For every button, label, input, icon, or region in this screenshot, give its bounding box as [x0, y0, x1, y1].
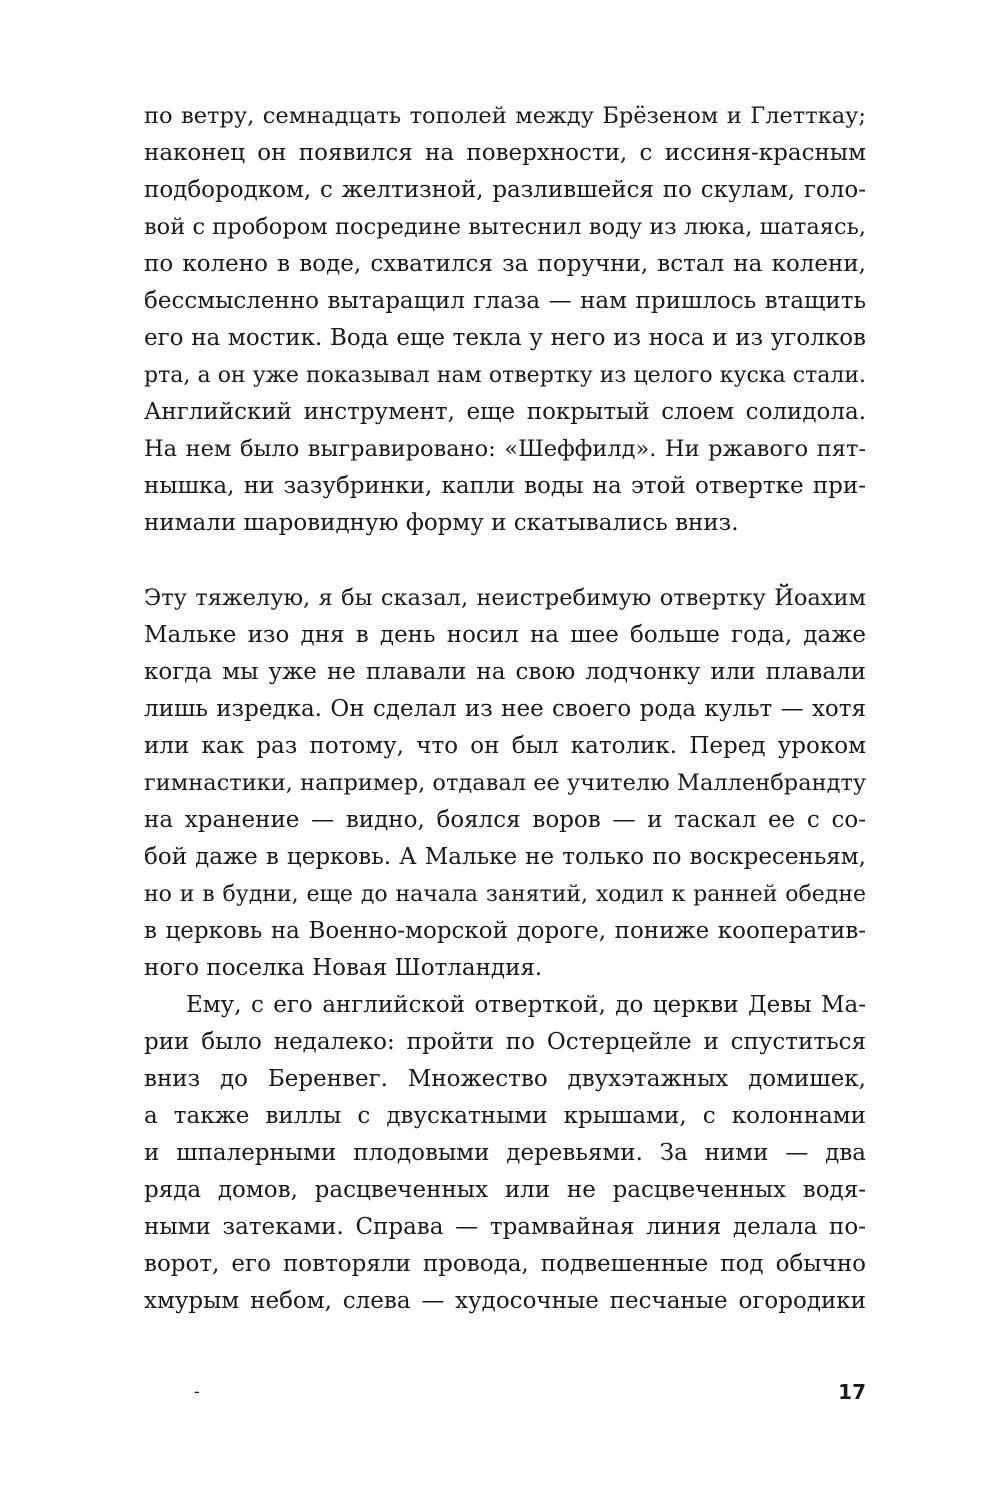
text-line: бессмысленно вытаращил глаза — нам пришлось втащить — [144, 288, 866, 314]
page-number: 17 — [838, 1380, 866, 1404]
text-line: Ему, с его английской отверткой, до церкви Девы Ма- — [186, 992, 866, 1018]
text-line: его на мостик. Вода еще текла у него из носа и из уголков — [144, 325, 866, 351]
text-line: гимнастики, например, отдавал ее учителю Малленбрандту — [144, 770, 866, 796]
text-line: по ветру, семнадцать тополей между Брёзеном и Глетткау; — [144, 103, 866, 129]
text-line: наконец он появился на поверхности, с иссиня-красным — [144, 140, 866, 166]
text-line: в церковь на Военно-морской дороге, пониже кооператив- — [144, 918, 866, 944]
text-line: Английский инструмент, еще покрытый слоем солидола. — [144, 399, 866, 425]
paragraph-3 — [144, 987, 866, 1320]
paragraph-2 — [144, 580, 866, 987]
text-line: ворот, его повторяли провода, подвешенные под обычно — [144, 1251, 866, 1277]
text-line: но и в будни, еще до начала занятий, ходил к ранней обедне — [144, 882, 866, 907]
paragraph-1 — [144, 98, 866, 542]
text-line: нышка, ни зазубринки, капли воды на этой отвертке при- — [144, 473, 866, 499]
text-line: бой даже в церковь. А Мальке не только по воскресеньям, — [144, 844, 866, 870]
text-line: подбородком, с желтизной, разлившейся по скулам, голо- — [144, 177, 866, 203]
text-line: хмурым небом, слева — худосочные песчаные огородики — [144, 1288, 866, 1314]
text-line: ного поселка Новая Шотландия. — [144, 955, 543, 981]
text-line: рта, а он уже показывал нам отвертку из целого куска стали. — [144, 363, 866, 388]
text-line: вой с пробором посредине вытеснил воду из люка, шатаясь, — [144, 214, 866, 240]
text-line: ряда домов, расцвеченных или не расцвеченных водя- — [144, 1177, 866, 1203]
text-line: ными затеками. Справа — трамвайная линия делала по- — [144, 1214, 866, 1240]
text-line: или как раз потому, что он был католик. Перед уроком — [144, 733, 866, 759]
text-line: Мальке изо дня в день носил на шее больше года, даже — [144, 622, 866, 648]
text-line: лишь изредка. Он сделал из нее своего рода культ — хотя — [144, 696, 866, 722]
text-line: на хранение — видно, боялся воров — и таскал ее с со- — [144, 807, 866, 833]
text-line: Эту тяжелую, я бы сказал, неистребимую отвертку Йоахим — [144, 585, 866, 611]
text-line: рии было недалеко: пройти по Остерцейле и спуститься — [144, 1029, 866, 1055]
page-body — [144, 98, 866, 1401]
text-line: На нем было выгравировано: «Шеффилд». Ни ржавого пят- — [144, 436, 866, 462]
text-line: нимали шаровидную форму и скатывались вниз. — [144, 510, 739, 536]
text-line: по колено в воде, схватился за поручни, встал на колени, — [144, 251, 866, 277]
text-line: а также виллы с двускатными крышами, с колоннами — [144, 1103, 866, 1129]
text-line: вниз до Беренвег. Множество двухэтажных домишек, — [144, 1066, 866, 1092]
text-line: и шпалерными плодовыми деревьями. За ними — два — [144, 1140, 866, 1166]
footer-mark: - — [194, 1382, 200, 1401]
text-line: когда мы уже не плавали на свою лодчонку или плавали — [144, 659, 866, 685]
